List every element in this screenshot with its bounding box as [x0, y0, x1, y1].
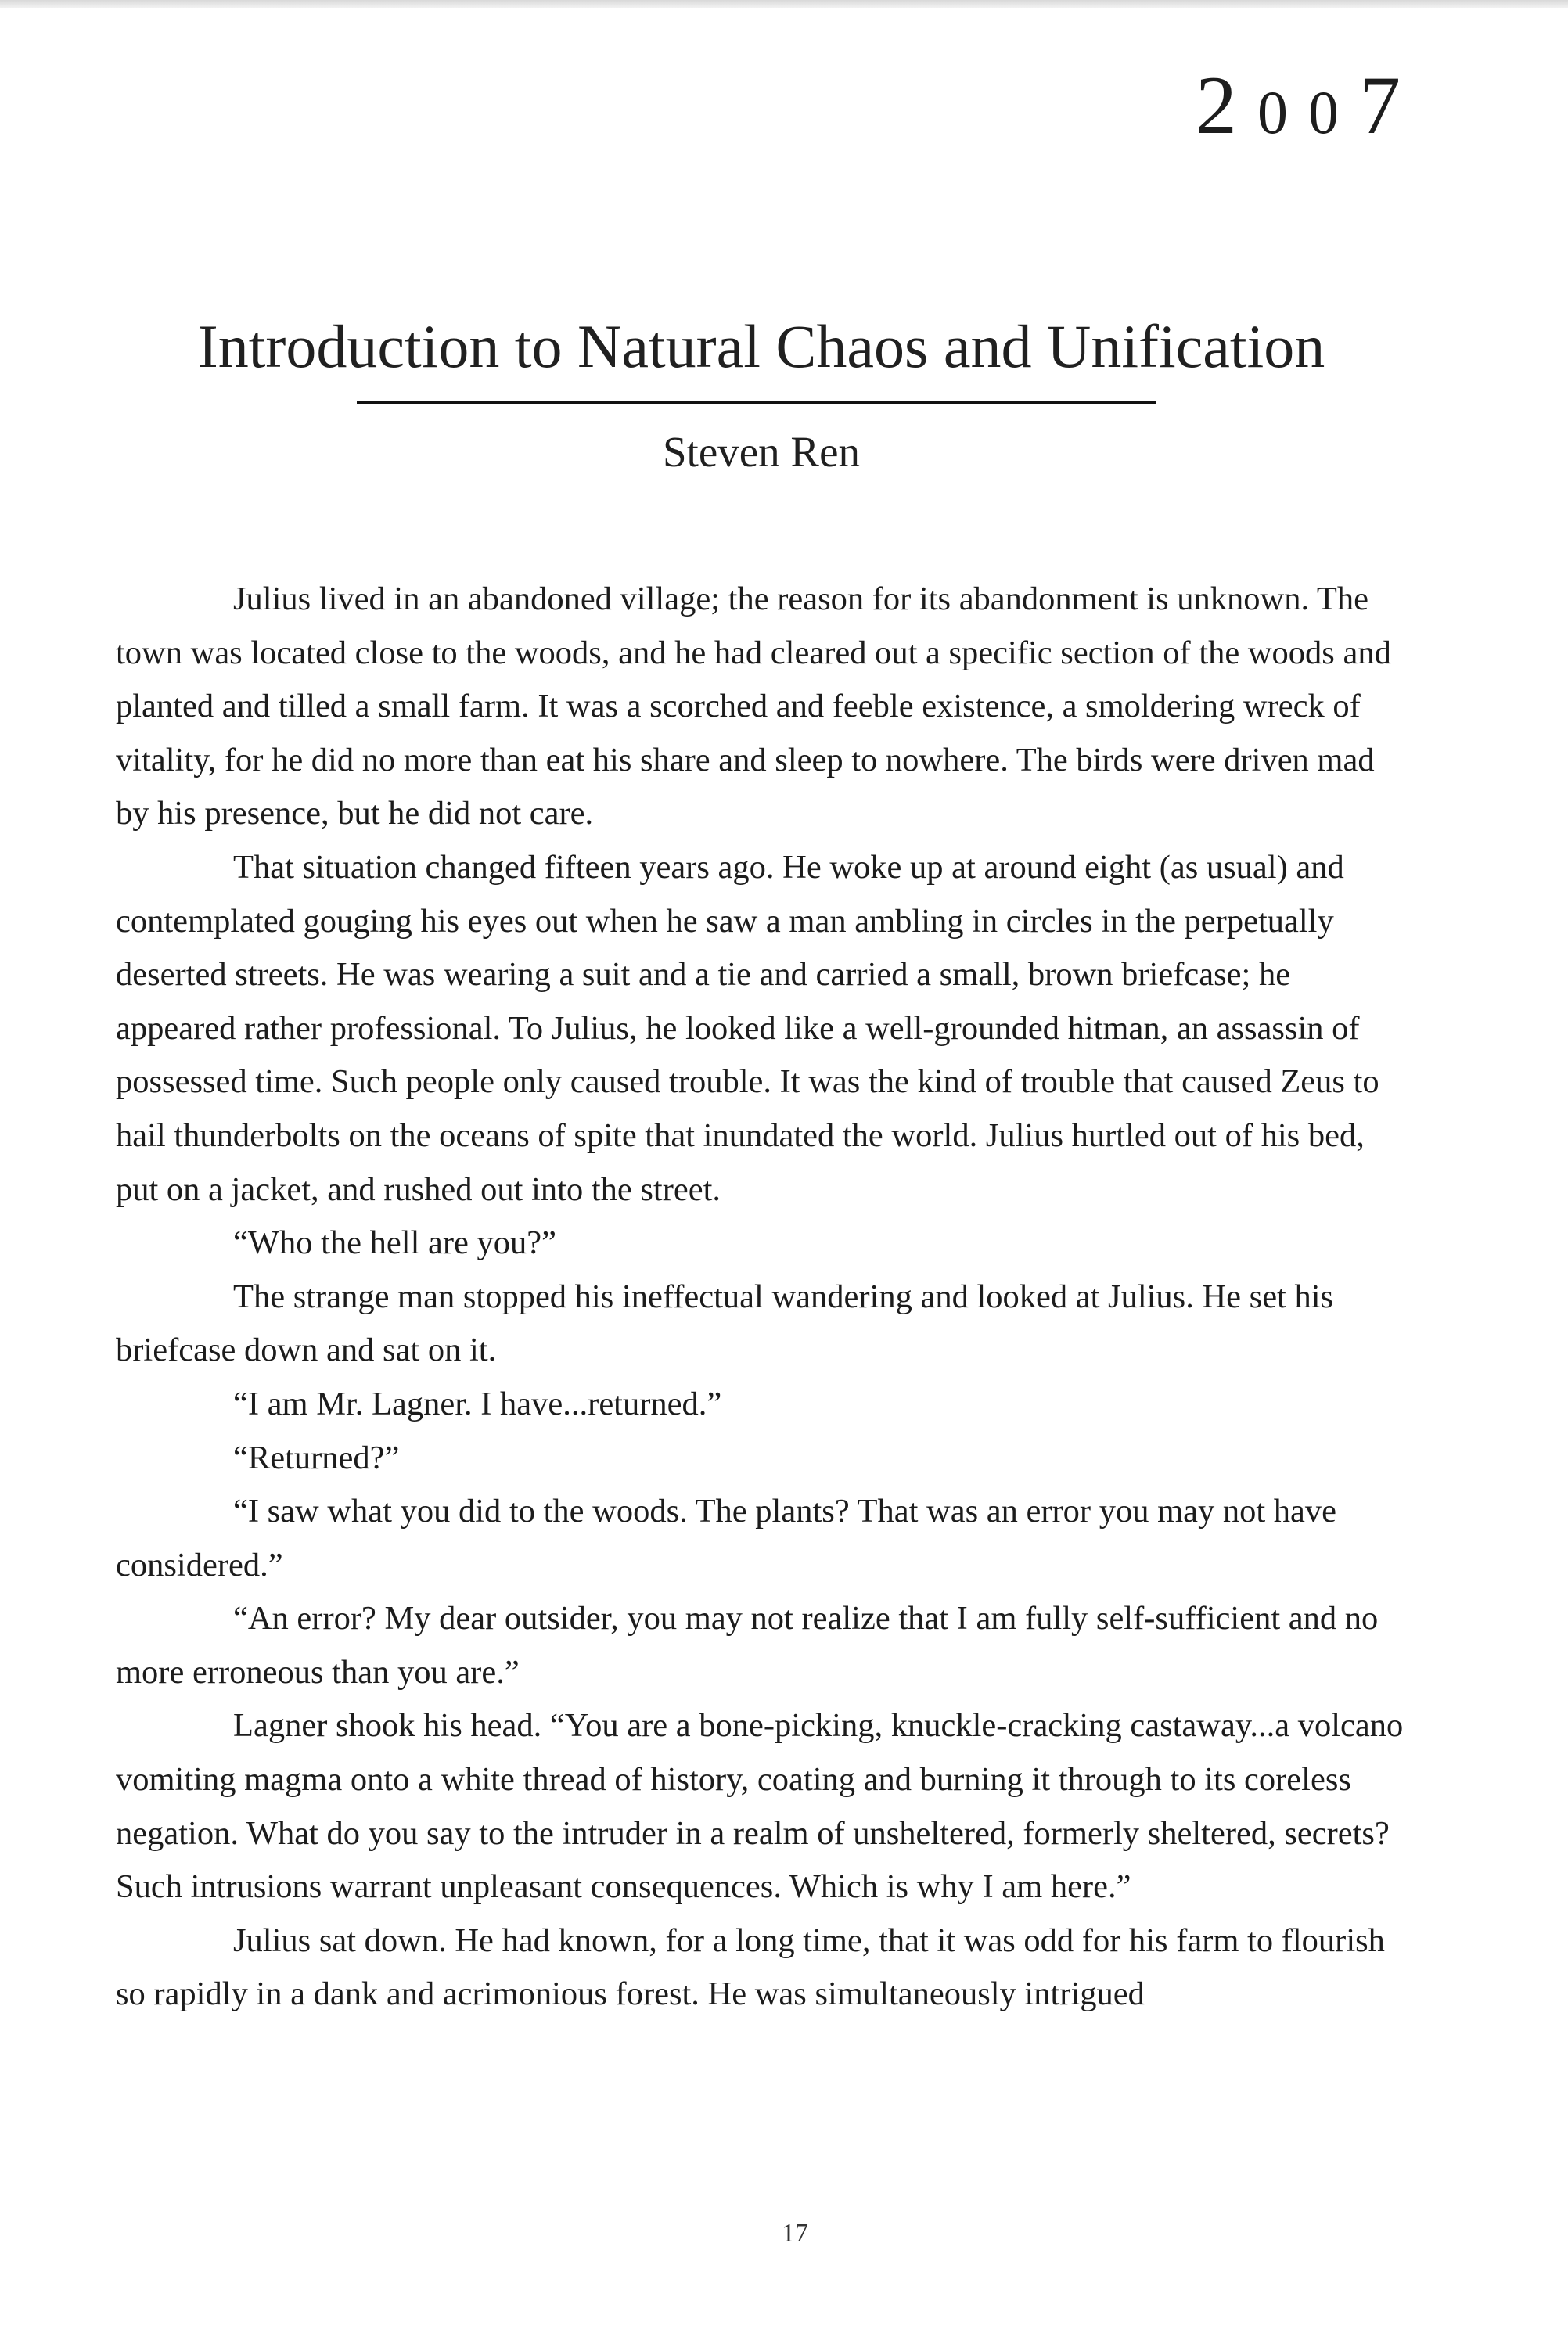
page-top-edge	[0, 0, 1568, 8]
paragraph: “Returned?”	[233, 1439, 400, 1476]
paragraph: Lagner shook his head. “You are a bone-picking, knuckle-cracking castaway...a volcano vomiting magma onto a white thread of history, coating and burning it through to its coreless negation. What do you say to the intruder in a realm of unsheltered, formerly sheltered, secrets? Such intrusions warrant unpleasant consequences. Which is why I am here.”	[116, 1707, 1404, 1906]
paragraph: Julius lived in an abandoned village; the reason for its abandonment is unknown. The town was located close to the woods, and he had cleared out a specific section of the woods and planted and tilled a small farm. It was a scorched and feeble existence, a smoldering wreck of vitality, for he did no more than eat his share and sleep to nowhere. The birds were driven mad by his presence, but he did not care.	[116, 581, 1391, 832]
paragraph: “I saw what you did to the woods. The plants? That was an error you may not have considered.”	[116, 1493, 1337, 1583]
paragraph: “An error? My dear outsider, you may not realize that I am fully self-sufficient and no more erroneous than you are.”	[116, 1600, 1379, 1691]
paragraph: “I am Mr. Lagner. I have...returned.”	[233, 1385, 722, 1422]
story-title: Introduction to Natural Chaos and Unification	[197, 312, 1325, 380]
year-digit: 7	[1359, 59, 1401, 151]
author-name: Steven Ren	[662, 428, 861, 476]
title-divider	[357, 401, 1156, 404]
paragraph: The strange man stopped his ineffectual wandering and looked at Julius. He set his briefcase down and sat on it.	[116, 1278, 1334, 1369]
story-body	[116, 573, 1407, 2022]
year-heading	[1175, 59, 1401, 151]
page-number: 17	[782, 2219, 808, 2248]
paragraph: “Who the hell are you?”	[233, 1224, 556, 1262]
year-digit: 0	[1257, 78, 1288, 146]
paragraph: That situation changed fifteen years ago. He woke up at around eight (as usual) and contemplated gouging his eyes out when he saw a man ambling in circles in the perpetually deserted streets. He was wearing a suit and a tie and carried a small, brown briefcase; he appeared rather professional. To Julius, he looked like a well-grounded hitman, an assassin of possessed time. Such people only caused trouble. It was the kind of trouble that caused Zeus to hail thunderbolts on the oceans of spite that inundated the world. Julius hurtled out of his bed, put on a jacket, and rushed out into the street.	[116, 848, 1379, 1208]
year-digit: 0	[1308, 78, 1339, 146]
year-digit: 2	[1196, 59, 1237, 151]
paragraph: Julius sat down. He had known, for a long time, that it was odd for his farm to flourish so rapidly in a dank and acrimonious forest. He was simultaneously intrigued	[116, 1921, 1385, 2013]
